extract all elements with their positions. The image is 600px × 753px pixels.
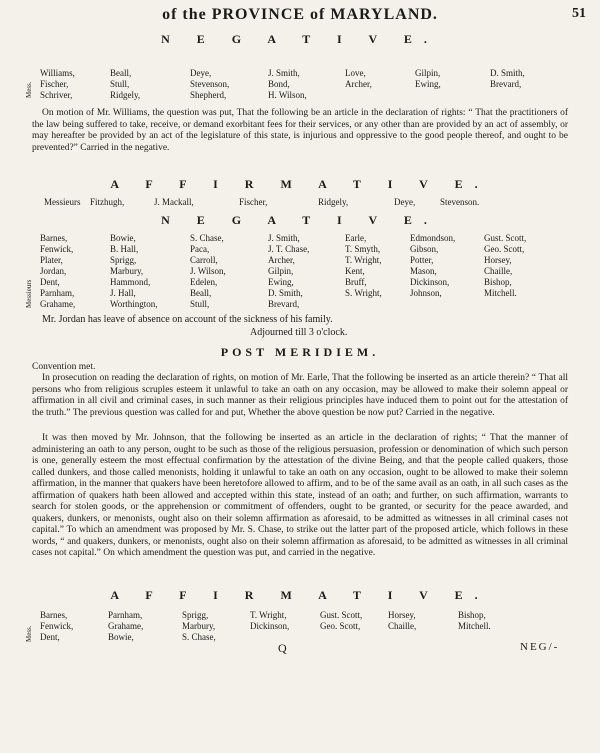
voter-name: Gust. Scott,: [320, 610, 363, 620]
vote-column: [345, 68, 372, 90]
messrs-label-2: Messieurs: [44, 197, 81, 207]
adjourned-note: Adjourned till 3 o'clock.: [250, 327, 348, 338]
voter-name: Mitchell.: [458, 621, 491, 631]
motion-paragraph-williams: [32, 108, 568, 154]
vote-list-1: [40, 68, 580, 104]
vote-list-2: [44, 197, 564, 209]
voter-name: Gilpin,: [415, 68, 441, 78]
page-number: 51: [572, 6, 586, 21]
voter-name: Sprigg,: [182, 610, 209, 620]
vote-column: [108, 610, 143, 643]
voter-name: J. Smith,: [268, 233, 300, 243]
voter-name: Chaille,: [484, 266, 513, 276]
voter-name: J. Hall,: [110, 288, 136, 298]
voter-name: Earle,: [345, 233, 367, 243]
voter-name: Horsey,: [388, 610, 416, 620]
voter-name: Grahame,: [40, 299, 76, 309]
voter-name: Marbury,: [182, 621, 216, 631]
voter-name: Johnson,: [410, 288, 442, 298]
voter-name: J. T. Chase,: [268, 244, 310, 254]
motion-text: On motion of Mr. Williams, the question was put, That the following be an article in the declaration of rights: “ That the practitioners of the law being suffered to take, receive, or demand exorbitant fees for their services, or any other than are provided by an act of assembly, or may hereafter be provided by an act of the legislature of this state, is injurious and oppressive to the good people thereof, and ought to be prevented?” Carried in the negative.: [32, 108, 568, 153]
voter-name: T. Smyth,: [345, 244, 381, 254]
vote-column: [458, 610, 491, 632]
voter-name: Jordan,: [40, 266, 67, 276]
voter-name: Barnes,: [40, 610, 68, 620]
vote-column: [190, 233, 226, 310]
voter-name: Dickinson,: [410, 277, 450, 287]
catchword-right: NEG/-: [520, 641, 560, 653]
vote-column: [415, 68, 441, 90]
voter-name: Edmondson,: [410, 233, 456, 243]
voter-name: Dent,: [40, 632, 60, 642]
messrs-label-1: Mess.: [25, 81, 33, 98]
voter-name: Marbury,: [110, 266, 144, 276]
voter-name: Brevard,: [268, 299, 300, 309]
voter-name: Schriver,: [40, 90, 73, 100]
voter-name: D. Smith,: [268, 288, 303, 298]
voter-name: Dent,: [40, 277, 60, 287]
voter-name: Carroll,: [190, 255, 218, 265]
negative-heading-2: N E G A T I V E.: [161, 213, 439, 227]
voter-name: Archer,: [268, 255, 295, 265]
leave-of-absence-note: Mr. Jordan has leave of absence on account of the sickness of his family.: [42, 314, 333, 325]
voter-name: Parnham,: [108, 610, 143, 620]
vote-column: [110, 233, 158, 310]
voter-name: Hammond,: [110, 277, 151, 287]
voter-name: Bruff,: [345, 277, 367, 287]
voter-name: Sprigg,: [110, 255, 137, 265]
vote-column: [268, 233, 309, 310]
voter-name: T. Wright,: [345, 255, 382, 265]
motion-text: It was then moved by Mr. Johnson, that the following be inserted as an article in the declaration of rights; “ That the manner of administering an oath to any person, ought to be such as those of the religious persuasion, profession or denomination of which such person is one, generally esteem the most effectual confirmation by the attestation of the divine Being, and that the people called quakers, those called dunkers, and those called menonists, holding it unlawful to take an oath on any occasion, ought to be allowed to make their solemn affirmation, in the manner that quakers have been heretofore allowed to affirm, and to be of the same avail as an oath, in all such cases as the affirmation of quakers hath been allowed and accepted within this state, instead of an oath; and further, on such affirmation, warrants to search for stolen goods, or the apprehension or commitment of offenders, ought to be granted, or security for the peace awarded, and quakers, dunkers, or menonists, ought also on their solemn affirmation as aforesaid, to be admitted as witnesses in all criminal cases not capital.” To which an amendment was proposed by Mr. S. Chase, to strike out the latter part of the proposed article, which follows in these words, “ and quakers, dunkers, or menonists, ought also on their solemn affirmation as aforesaid, to be admitted as witnesses in all criminal cases not capital.” On which amendment the question was put, and carried in the negative.: [32, 433, 568, 558]
motion-text: In prosecution on reading the declaration of rights, on motion of Mr. Earle, That the following be inserted as an article therein? “ That all persons who from religious scruples esteem it unlawful to take an oath on any occasion, may be allowed to make their solemn appeal or affirmation in all civil and criminal cases, in such manner as their religious principles have induced them to point out for the attestation of the truth.” The previous question was called for and put, Whether the above question be now put? Carried in the negative.: [32, 373, 568, 418]
voter-name: J. Smith,: [268, 68, 300, 78]
voter-name: Mason,: [410, 266, 437, 276]
voter-name: Fitzhugh,: [90, 197, 125, 207]
page-title: of the PROVINCE of MARYLAND.: [162, 6, 438, 23]
messrs-label-3: Messieurs: [25, 279, 33, 308]
voter-name: Deye,: [190, 68, 212, 78]
voter-name: Bishop,: [484, 277, 512, 287]
voter-name: Horsey,: [484, 255, 512, 265]
voter-name: H. Wilson,: [268, 90, 307, 100]
voter-name: Shepherd,: [190, 90, 227, 100]
voter-name: Ewing,: [268, 277, 294, 287]
voter-name: Stevenson.: [440, 197, 480, 207]
voter-name: J. Mackall,: [154, 197, 194, 207]
voter-name: Gilpin,: [268, 266, 294, 276]
vote-column: [40, 233, 75, 310]
vote-column: [250, 610, 289, 632]
voter-name: Fenwick,: [40, 244, 74, 254]
voter-name: Archer,: [345, 79, 372, 89]
voter-name: Stull,: [110, 79, 130, 89]
voter-name: Ridgely,: [318, 197, 349, 207]
voter-name: Barnes,: [40, 233, 68, 243]
vote-list-3: [40, 233, 580, 313]
voter-name: Geo. Scott,: [484, 244, 525, 254]
voter-name: J. Wilson,: [190, 266, 226, 276]
voter-name: Fischer,: [239, 197, 268, 207]
vote-column: [268, 68, 307, 101]
affirmative-heading-1: A F F I R M A T I V E.: [110, 177, 490, 191]
voter-name: Gibson,: [410, 244, 439, 254]
voter-name: Geo. Scott,: [320, 621, 361, 631]
voter-name: Parnham,: [40, 288, 75, 298]
voter-name: Potter,: [410, 255, 434, 265]
affirmative-heading-2: A F F I R M A T I V E.: [110, 588, 490, 602]
voter-name: Beall,: [110, 68, 132, 78]
voter-name: T. Wright,: [250, 610, 287, 620]
voter-name: Dickinson,: [250, 621, 290, 631]
vote-column: [388, 610, 416, 632]
voter-name: Brevard,: [490, 79, 522, 89]
vote-column: [190, 68, 229, 101]
voter-name: Ewing,: [415, 79, 441, 89]
vote-column: [410, 233, 455, 299]
voter-name: Stull,: [190, 299, 210, 309]
page-header: [0, 6, 600, 32]
motion-paragraph-earle: [32, 373, 568, 419]
voter-name: S. Chase,: [182, 632, 216, 642]
voter-name: D. Smith,: [490, 68, 525, 78]
voter-name: Edelen,: [190, 277, 218, 287]
voter-name: Love,: [345, 68, 366, 78]
vote-column: [110, 68, 140, 101]
voter-name: Gust. Scott,: [484, 233, 527, 243]
motion-paragraph-johnson: [32, 433, 568, 560]
voter-name: S. Chase,: [190, 233, 224, 243]
voter-name: Ridgely,: [110, 90, 141, 100]
voter-name: Fenwick,: [40, 621, 74, 631]
vote-column: [40, 68, 75, 101]
voter-name: Bishop,: [458, 610, 486, 620]
voter-name: Paca,: [190, 244, 210, 254]
voter-name: Grahame,: [108, 621, 144, 631]
vote-column: [320, 610, 362, 632]
voter-name: Stevenson,: [190, 79, 230, 89]
catchword-left: Q: [278, 641, 287, 655]
voter-name: Plater,: [40, 255, 63, 265]
voter-name: Kent,: [345, 266, 365, 276]
voter-name: Mitchell.: [484, 288, 517, 298]
voter-name: Fischer,: [40, 79, 69, 89]
voter-name: Worthington,: [110, 299, 158, 309]
post-meridiem-heading: POST MERIDIEM.: [220, 345, 380, 359]
voter-name: B. Hall,: [110, 244, 139, 254]
voter-name: Beall,: [190, 288, 212, 298]
vote-column: [182, 610, 216, 643]
vote-column: [484, 233, 526, 299]
voter-name: Chaille,: [388, 621, 417, 631]
vote-column: [490, 68, 525, 90]
vote-column: [40, 610, 73, 643]
convention-met-note: Convention met.: [32, 362, 96, 372]
voter-name: S. Wright,: [345, 288, 382, 298]
vote-column: [345, 233, 382, 299]
voter-name: Bond,: [268, 79, 290, 89]
voter-name: Deye,: [394, 197, 416, 207]
voter-name: Bowie,: [108, 632, 134, 642]
voter-name: Bowie,: [110, 233, 136, 243]
vote-list-4: [40, 610, 580, 646]
negative-heading-1: N E G A T I V E.: [161, 32, 439, 46]
messrs-label-4: Mess.: [25, 625, 33, 642]
voter-name: Williams,: [40, 68, 75, 78]
